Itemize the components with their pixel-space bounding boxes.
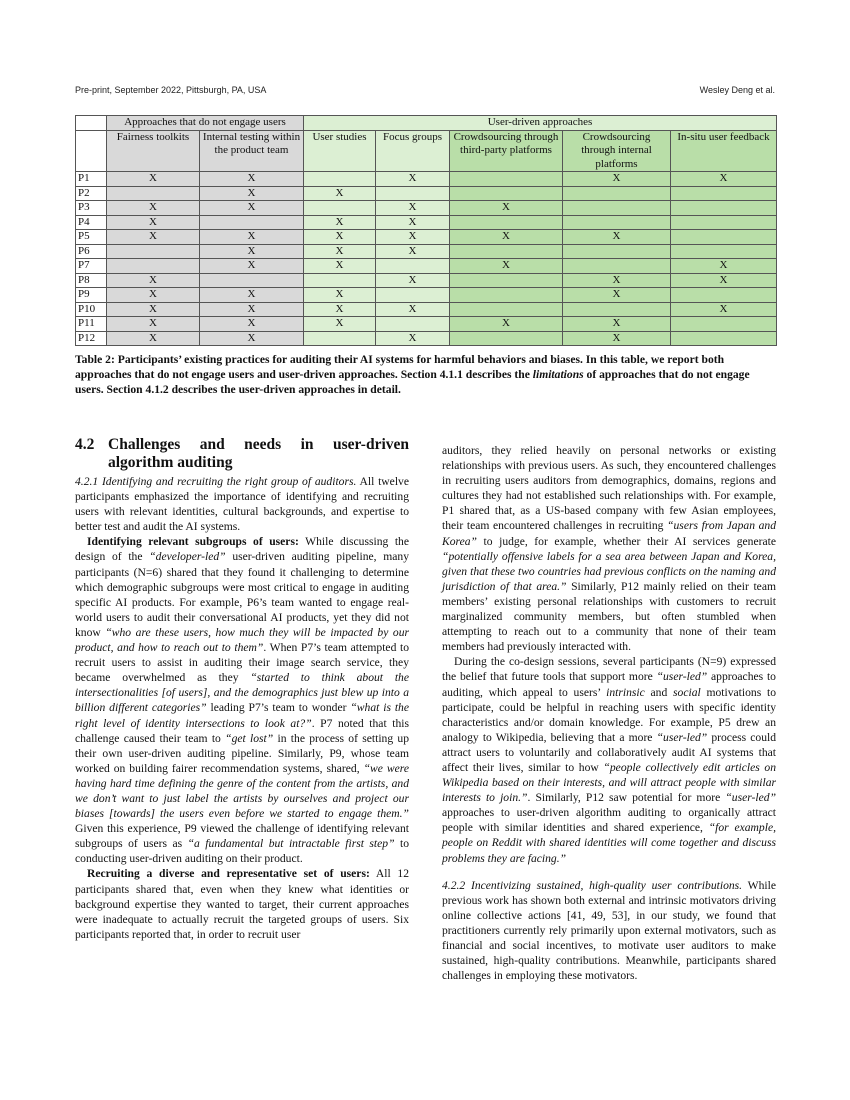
table-cell: X — [450, 230, 563, 245]
table-cell: X — [200, 331, 304, 346]
table-cell — [671, 288, 777, 303]
column-header: Fairness toolkits — [107, 130, 200, 172]
quote: “a fundamental but intractable first step” — [187, 837, 395, 851]
quote: “users from Japan and Korea” — [442, 519, 776, 548]
table-row — [76, 230, 777, 245]
table-row — [76, 201, 777, 216]
group-header-user-driven: User-driven approaches — [304, 116, 777, 131]
table-cell — [671, 186, 777, 201]
table-cell — [450, 302, 563, 317]
table-cell: X — [376, 273, 450, 288]
text: While discussing the design of the — [75, 535, 409, 564]
section-title: Challenges and needs in user-driven algorithm auditing — [108, 436, 409, 471]
table-cell: X — [304, 244, 376, 259]
table-row — [76, 186, 777, 201]
table-cell: X — [107, 172, 200, 187]
table-cell — [450, 186, 563, 201]
participant-id: P8 — [76, 273, 107, 288]
table-cell: X — [563, 288, 671, 303]
quote: “potentially offensive labels for a sea area between Japan and Korea, given that these two countries had previous conflicts on the naming and jurisdiction of that area.” — [442, 549, 776, 593]
table-cell — [450, 215, 563, 230]
right-column — [442, 443, 776, 983]
table-cell — [563, 259, 671, 274]
participant-id: P9 — [76, 288, 107, 303]
table-cell — [450, 288, 563, 303]
table-cell: X — [304, 215, 376, 230]
table-cell — [376, 288, 450, 303]
table-cell: X — [107, 331, 200, 346]
table-cell — [304, 172, 376, 187]
subsection-heading: 4.2.1 Identifying and recruiting the right group of auditors. — [75, 475, 357, 488]
table-cell: X — [200, 259, 304, 274]
table-cell — [563, 302, 671, 317]
table-cell — [304, 273, 376, 288]
table-cell — [200, 215, 304, 230]
paragraph-subgroups — [75, 534, 409, 866]
text: in the process of setting up their own user-driven auditing pipeline. Similarly, P9, whose team worked on building fairer recommendation systems, shared, — [75, 731, 410, 775]
column-header: Focus groups — [376, 130, 450, 172]
paragraph-recruiting — [75, 866, 409, 941]
table-cell: X — [376, 244, 450, 259]
table-cell: X — [376, 172, 450, 187]
table-cell: X — [200, 186, 304, 201]
table-cell: X — [107, 215, 200, 230]
table-cell: X — [200, 244, 304, 259]
table-cell: X — [304, 259, 376, 274]
table-row — [76, 259, 777, 274]
quote: “people collectively edit articles on Wikipedia based on their interests, and will attract people with similar interests to join.” — [442, 760, 776, 805]
text: process could attract users to voluntarily and collaboratively audit AI systems that affect their lives, similar to how — [442, 730, 777, 774]
subsection-4-2-1 — [75, 474, 409, 534]
table-cell: X — [450, 317, 563, 332]
table-row — [76, 273, 777, 288]
column-header: Internal testing within the product team — [200, 130, 304, 172]
quote: “started to think about the intersectionalities [of users], and the demographics just blew up into a billion different categories” — [75, 671, 409, 715]
text: . Similarly, P12 saw potential for more — [527, 791, 726, 805]
text: leading P7’s team to wonder — [206, 701, 351, 715]
group-header-not-engage: Approaches that do not engage users — [107, 116, 304, 131]
column-header: Crowdsourcing through internal platforms — [563, 130, 671, 172]
participant-id: P3 — [76, 201, 107, 216]
table-cell — [200, 273, 304, 288]
table-cell: X — [200, 230, 304, 245]
table-caption — [75, 352, 778, 397]
table-cell — [450, 244, 563, 259]
participant-id: P1 — [76, 172, 107, 187]
quote: “user-led” — [725, 791, 777, 805]
column-header: Crowdsourcing through third-party platforms — [450, 130, 563, 172]
participant-id: P4 — [76, 215, 107, 230]
table-cell — [376, 186, 450, 201]
participant-id: P12 — [76, 331, 107, 346]
spacer — [442, 866, 776, 878]
quote: “developer-led” — [149, 550, 226, 564]
table-cell: X — [376, 302, 450, 317]
table-cell: X — [563, 172, 671, 187]
practices-table — [75, 115, 777, 346]
table-cell — [304, 331, 376, 346]
table-cell — [107, 259, 200, 274]
text: and — [644, 685, 674, 699]
table-cell: X — [376, 331, 450, 346]
paragraph-co-design — [442, 654, 776, 865]
table-cell: X — [450, 201, 563, 216]
table-cell: X — [304, 288, 376, 303]
table-cell — [450, 172, 563, 187]
table-cell: X — [200, 201, 304, 216]
participant-id: P7 — [76, 259, 107, 274]
text: auditors, they relied heavily on personal networks or existing relationships with previous users. As such, they encountered challenges in recruiting users auditors from demographics, domains, regions and cultures they had not established such relationships with. For example, P1 shared that, as a US-based company with few Asian employees, their team encountered challenges in recruiting — [442, 444, 776, 533]
table-cell — [563, 215, 671, 230]
text: user-driven auditing pipeline, many participants (N=6) shared that they found it challenging to determine which demographic subgroups were most critical to engage in auditing specific AI products. For example, P6’s team wanted to engage real-world users to audit their conversational AI products, yet they did not know — [75, 550, 410, 639]
run-in-heading: Recruiting a diverse and representative set of users: — [87, 867, 370, 881]
text: to judge, for example, whether their AI services generate — [477, 534, 776, 548]
table-cell: X — [563, 331, 671, 346]
text: to conducting user-driven auditing on their product. — [75, 837, 409, 866]
text: During the co-design sessions, several participants (N=9) expressed the belief that future tools that support more — [442, 655, 776, 684]
quote: “we were having hard time defining the genre of the content from the artists, and we don’t want to just label the artists by ourselves and project our biases [towards] the users even before we started to engage them.” — [75, 761, 409, 821]
table-cell: X — [200, 302, 304, 317]
table-cell: X — [200, 288, 304, 303]
conference-header: Pre-print, September 2022, Pittsburgh, PA, USA — [75, 85, 267, 95]
table-corner-2 — [76, 130, 107, 172]
table-cell: X — [304, 302, 376, 317]
table-row — [76, 317, 777, 332]
quote: “user-led” — [656, 670, 708, 684]
table-row — [76, 215, 777, 230]
table-cell: X — [107, 317, 200, 332]
caption-italic: limitations — [532, 368, 584, 381]
participant-id: P5 — [76, 230, 107, 245]
paragraph-text: While previous work has shown both external and intrinsic motivators driving online collective actions [41, 49, 53], in our study, we found that practitioners currently rely primarily upon external motivators, such as financial and social incentives, to motivate user auditors to make sustained, high-quality contributions. Meanwhile, participants shared challenges in employing these motivators. — [442, 878, 776, 983]
participant-id: P6 — [76, 244, 107, 259]
table-corner — [76, 116, 107, 131]
author-header: Wesley Deng et al. — [699, 85, 775, 95]
table-cell: X — [671, 302, 777, 317]
table-cell: X — [671, 273, 777, 288]
table-cell — [107, 244, 200, 259]
table-row — [76, 244, 777, 259]
table-cell — [671, 230, 777, 245]
section-number: 4.2 — [75, 436, 95, 453]
text: Given this experience, P9 viewed the challenge of identifying relevant subgroups of users as — [75, 822, 409, 851]
table-cell — [671, 331, 777, 346]
text: . When P7’s team attempted to recruit users to assist in auditing their image search service, they became overwhelmed as they — [75, 641, 410, 685]
caption-text: Table 2: Participants’ existing practices for auditing their AI systems for harmful behaviors and biases. In this table, we report both approaches that do not engage users and user-driven approaches. Section 4.1.1 describes the — [75, 353, 725, 381]
text: . P7 noted that this challenge caused their team to — [75, 716, 409, 745]
table-cell: X — [107, 230, 200, 245]
table-cell: X — [304, 186, 376, 201]
table-row — [76, 288, 777, 303]
run-in-heading: Identifying relevant subgroups of users: — [87, 535, 299, 549]
table-cell — [376, 317, 450, 332]
text: approaches to auditing, which appeal to users’ — [442, 670, 776, 699]
table-cell — [107, 186, 200, 201]
subsection-heading: 4.2.2 Incentivizing sustained, high-quality user contributions. — [442, 878, 743, 892]
table-cell: X — [563, 317, 671, 332]
quote: “what is the right level of identity intersections to look at?” — [75, 701, 409, 730]
table-cell — [671, 317, 777, 332]
section-heading — [75, 436, 409, 472]
table-cell — [376, 259, 450, 274]
text: approaches to user-driven algorithm auditing to organically attract people with similar identities and shared experience, — [442, 806, 776, 835]
quote: “get lost” — [225, 731, 274, 745]
table-cell — [563, 186, 671, 201]
table-cell: X — [450, 259, 563, 274]
text: motivations to participate, could be helpful in reaching users with specific identity characteristics and/or domain knowledge. For example, P5 drew an analogy to Wikipedia, believing that a more — [442, 685, 776, 744]
quote: “who are these users, how much they will be impacted by our product, and how to reach out to them” — [75, 625, 410, 655]
table-cell: X — [376, 230, 450, 245]
table-cell — [450, 273, 563, 288]
table-cell: X — [107, 302, 200, 317]
table-cell: X — [671, 172, 777, 187]
emphasis: social — [673, 685, 701, 699]
participant-id: P2 — [76, 186, 107, 201]
quote: “for example, people on Reddit with shared identities will come together and discuss problems they are facing.” — [442, 821, 776, 865]
table-row — [76, 172, 777, 187]
table-cell — [450, 331, 563, 346]
paragraph-continued — [442, 443, 776, 654]
table-cell: X — [200, 317, 304, 332]
text: Similarly, P12 mainly relied on their team members’ existing personal relationships with customers to recruit marginalized community members, but often stumbled when attempting to reach out to a community that none of their team members had previously interacted with. — [442, 579, 776, 654]
table-cell — [671, 244, 777, 259]
table-cell: X — [304, 230, 376, 245]
table-cell: X — [200, 172, 304, 187]
table-cell — [671, 215, 777, 230]
table-cell — [563, 244, 671, 259]
emphasis: intrinsic — [606, 685, 645, 699]
table-cell: X — [563, 230, 671, 245]
table-cell — [563, 201, 671, 216]
table-row — [76, 331, 777, 346]
quote: “user-led” — [656, 730, 708, 744]
table-cell: X — [376, 215, 450, 230]
table-body — [76, 172, 777, 346]
table-cell: X — [107, 288, 200, 303]
table-cell — [671, 201, 777, 216]
subsection-4-2-2 — [442, 878, 776, 984]
paragraph-text: All twelve participants emphasized the importance of identifying and recruiting users with relevant identities, cultural backgrounds, and expertise to better test and audit the AI systems. — [75, 475, 409, 534]
left-column — [75, 436, 409, 942]
table-cell: X — [107, 201, 200, 216]
column-header: In-situ user feedback — [671, 130, 777, 172]
participant-id: P10 — [76, 302, 107, 317]
table-cell: X — [563, 273, 671, 288]
table-cell: X — [304, 317, 376, 332]
column-header: User studies — [304, 130, 376, 172]
table-cell: X — [671, 259, 777, 274]
table-row — [76, 302, 777, 317]
table-cell — [304, 201, 376, 216]
participant-id: P11 — [76, 317, 107, 332]
table-cell: X — [376, 201, 450, 216]
table-cell: X — [107, 273, 200, 288]
text: All 12 participants shared that, even when they knew what identities or background expertise they wanted to target, their current approaches were inadequate to actually recruit the targeted groups of users. Six participants reported that, in order to recruit user — [75, 867, 409, 941]
caption-text-end: of approaches that do not engage users. Section 4.1.2 describes the user-driven approaches in detail. — [75, 368, 750, 396]
